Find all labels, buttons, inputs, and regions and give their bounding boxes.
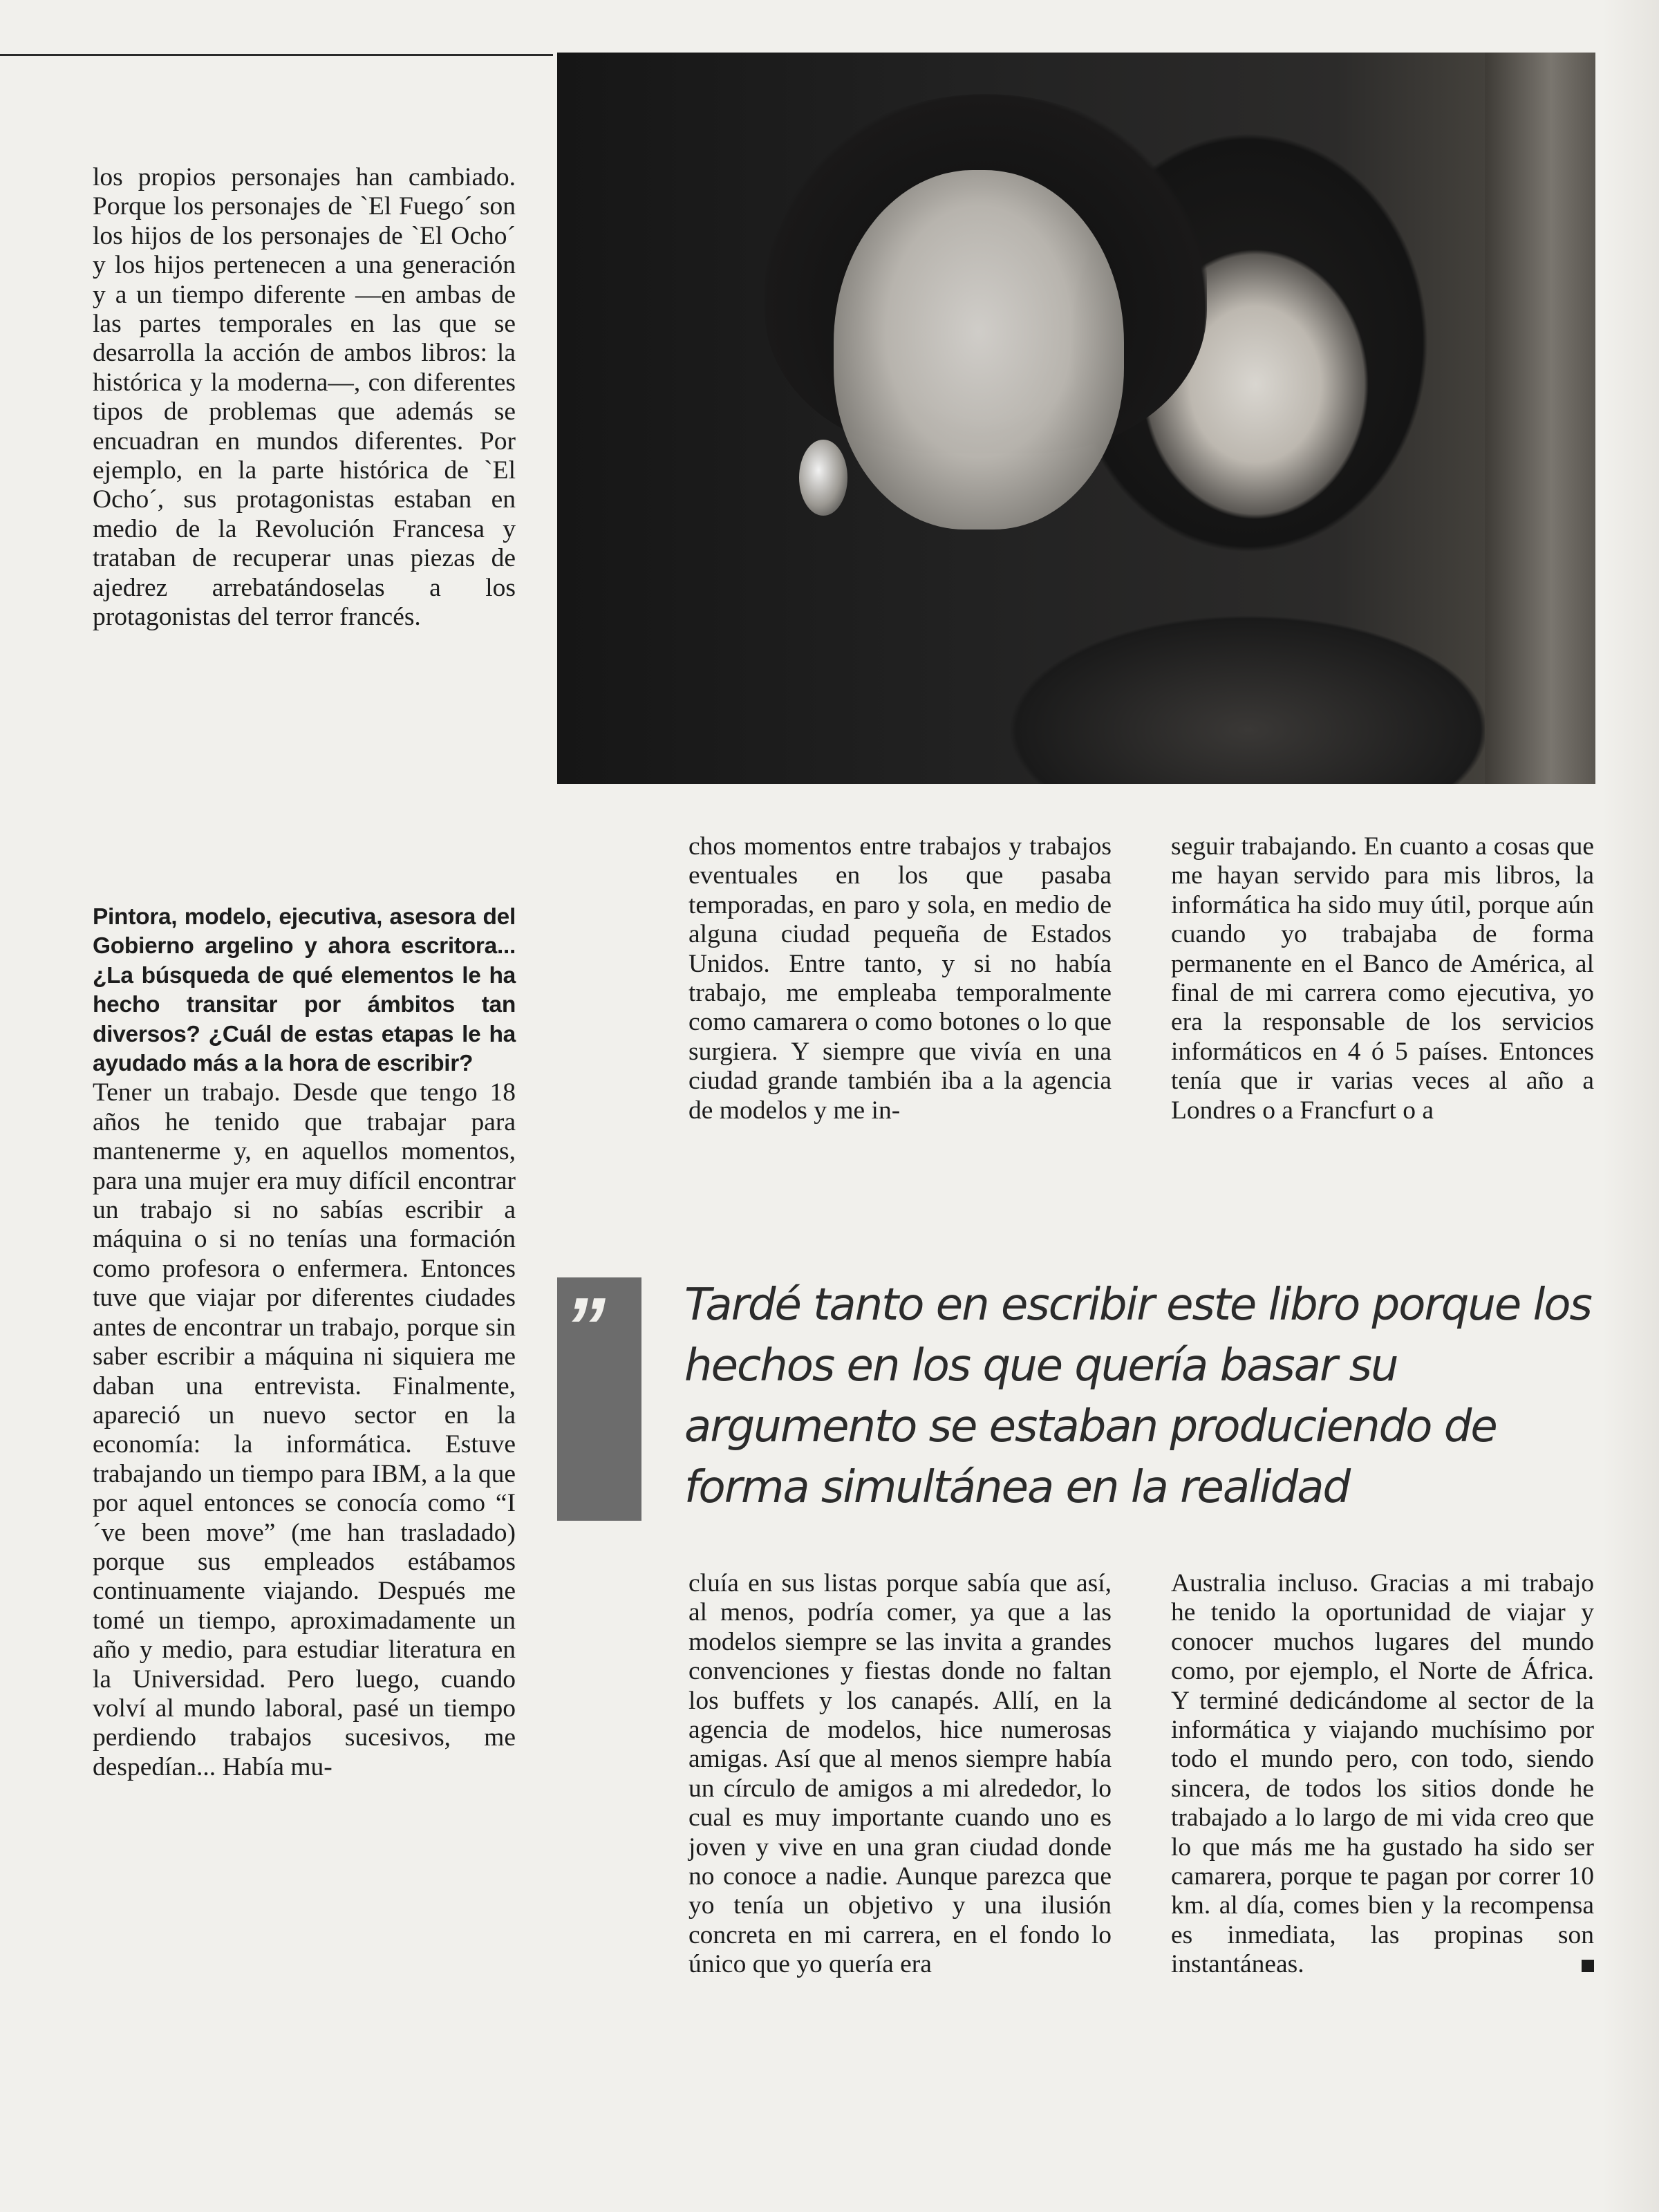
interview-answer: Tener un trabajo. Desde que tengo 18 años he tenido que trabajar para mantenerme y, en aquellos momentos, para una mujer era muy difícil encontrar un trabajo si no sabías escribir a máquina o si no tenías una formación como profesora o enfermera. Entonces tuve que viajar por diferentes ciudades antes de encontrar un trabajo, porque sin saber escribir a máquina ni siquiera me daban una entrevista. Finalmente, apareció un nuevo sector en la economía: la informática. Estuve trabajando un tiempo para IBM, a la que por aquel entonces se conocía como “I´ve been move” (me han trasladado) porque sus empleados estábamos continuamente viajando. Después me tomé un tiempo, aproximadamente un año y medio, para estudiar literatura en la Universidad. Pero luego, cuando volví al mundo laboral, pasé un tiempo perdiendo trabajos sucesivos, me despedían... Había mu- [93, 1078, 516, 1781]
pull-quote: Tardé tanto en escribir este libro porque los hechos en los que quería basar su argumento se estaban produciendo de forma simultánea en la realidad [684, 1280, 1591, 1513]
pull-quote-mark [557, 1277, 641, 1521]
quote-mark-glyph: ” [564, 1281, 606, 1374]
left-column-top-text: los propios personajes han cambiado. Porque los personajes de `El Fuego´ son los hijos de los personajes de `El Ocho´ y los hijos pertenecen a una generación y a un tiempo diferente —en ambas de las partes temporales en las que se desarrolla la acción de ambos libros: la histórica y la moderna—, con diferentes tipos de problemas que además se encuadran en mundos diferentes. Por ejemplo, en la parte histórica de `El Ocho´, sus protagonistas estaban en medio de la Revolución Francesa y trataban de recuperar unas piezas de ajedrez arrebatándoselas a los protagonistas del terror francés. [93, 163, 516, 632]
right-column-bottom-text: Australia incluso. Gracias a mi trabajo he tenido la oportunidad de viajar y conocer muchos lugares del mundo como, por ejemplo, el Norte de África. Y terminé dedicándome al sector de la informática y viajando muchísimo por todo el mundo pero, con todo, siendo sincera, de todos los sitios donde he trabajado a lo largo de mi vida creo que lo que más me ha gustado ha sido ser camarera, porque te pagan por correr 10 km. al día, comes bien y la recompensa es inmediata, las propinas son instantáneas. [1171, 1569, 1594, 1979]
left-column-top [93, 163, 516, 632]
middle-column-bottom [688, 1569, 1112, 1980]
right-column-bottom-paragraph [1171, 1569, 1594, 1980]
right-column-top-text: seguir trabajando. En cuanto a cosas que me hayan servido para mis libros, la informática ha sido muy útil, porque aún cuando yo trabajaba de forma permanente en el Banco de América, al final de mi carrera como ejecutiva, yo era la responsable de los servicios informáticos en 4 ó 5 países. Entonces tenía que ir varias veces al año a Londres o a Francfurt o a [1171, 832, 1594, 1125]
middle-column-top [688, 832, 1112, 1125]
middle-column-bottom-text: cluía en sus listas porque sabía que así, al menos, podría comer, ya que a las modelos siempre se las invita a grandes convenciones y fiestas donde no faltan los buffets y los canapés. Allí, en la agencia de modelos, hice numerosas amigas. Así que al menos siempre había un círculo de amigos a mi alrededor, lo cual es muy importante cuando uno es joven y vive en una gran ciudad donde no conoce a nadie. Aunque parezca que yo tenía un objetivo y una ilusión concreta en mi carrera, en el fondo lo único que yo quería era [688, 1569, 1112, 1979]
interview-question: Pintora, modelo, ejecutiva, asesora del Gobierno argelino y ahora escritora... ¿La búsqueda de qué elementos le ha hecho transitar por ámbitos tan diversos? ¿Cuál de estas etapas le ha ayudado más a la hora de escribir? [93, 904, 516, 1077]
page-edge [1602, 0, 1659, 2212]
photo-face [834, 170, 1124, 529]
right-column-top [1171, 832, 1594, 1125]
top-rule [0, 54, 553, 56]
middle-column-top-text: chos momentos entre trabajos y trabajos eventuales en los que pasaba temporadas, en paro y sola, en medio de alguna ciudad pequeña de Estados Unidos. Entre tanto, y si no había trabajo, me empleaba temporalmente como camarera o como botones o lo que surgiera. Y siempre que vivía en una ciudad grande también iba a la agencia de modelos y me in- [688, 832, 1112, 1125]
end-of-article-mark [1582, 1960, 1594, 1972]
photo-earring [799, 440, 847, 516]
photo-background-window [1485, 53, 1595, 784]
left-column-bottom [93, 903, 516, 1782]
author-portrait-photo [557, 53, 1595, 784]
right-column-bottom [1171, 1569, 1594, 1980]
